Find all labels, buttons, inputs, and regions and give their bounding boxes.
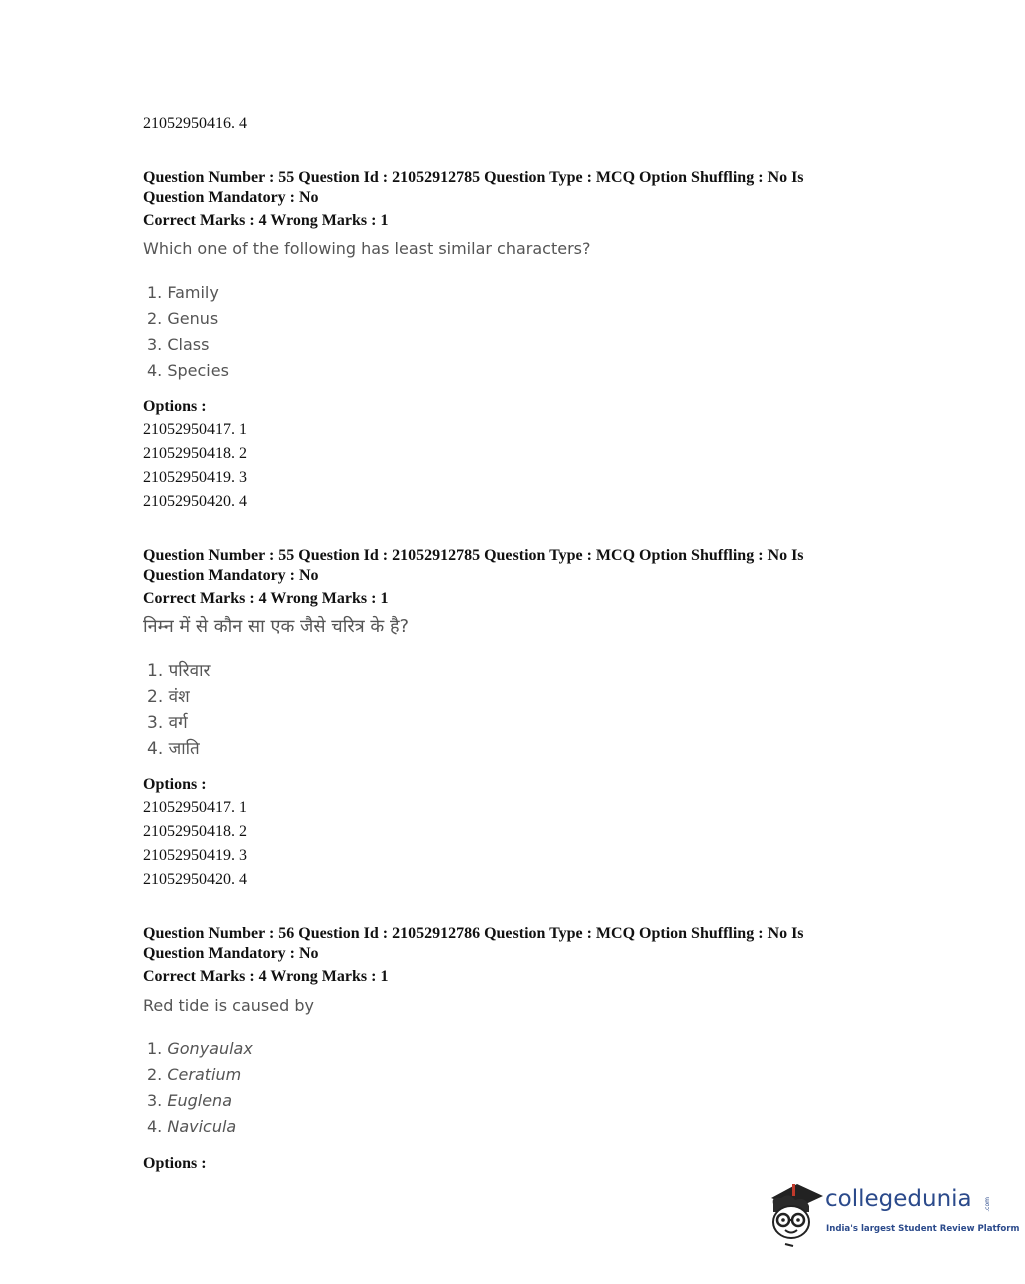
choice-number: 4. — [147, 1117, 163, 1136]
choice-item: 4. जाति — [147, 739, 200, 759]
question-mandatory: Question Mandatory : No — [143, 945, 319, 962]
choice-number: 1. — [147, 1039, 163, 1058]
question-marks: Correct Marks : 4 Wrong Marks : 1 — [143, 590, 389, 607]
choice-species: Navicula — [167, 1117, 237, 1136]
choice-item: 4. Species — [147, 361, 229, 380]
choice-item: 1. परिवार — [147, 661, 211, 681]
question-header: Question Number : 55 Question Id : 21052912785 Question Type : MCQ Option Shuffling : No Is — [143, 169, 804, 186]
option-id: 21052950419. 3 — [143, 469, 247, 486]
logo-tagline: India's largest Student Review Platform — [826, 1224, 1020, 1234]
question-header: Question Number : 55 Question Id : 21052912785 Question Type : MCQ Option Shuffling : No Is — [143, 547, 804, 564]
choice-number: 3. — [147, 1091, 163, 1110]
previous-option-line: 21052950416. 4 — [143, 115, 247, 132]
question-text: Red tide is caused by — [143, 996, 314, 1015]
option-id: 21052950418. 2 — [143, 823, 247, 840]
choice-item: 1. Family — [147, 283, 219, 302]
question-header: Question Number : 56 Question Id : 21052912786 Question Type : MCQ Option Shuffling : No Is — [143, 925, 804, 942]
option-id: 21052950419. 3 — [143, 847, 247, 864]
choice-item — [147, 1117, 236, 1136]
option-id: 21052950418. 2 — [143, 445, 247, 462]
option-id: 21052950420. 4 — [143, 493, 247, 510]
question-mandatory: Question Mandatory : No — [143, 189, 319, 206]
question-text: Which one of the following has least similar characters? — [143, 239, 591, 258]
choice-species: Euglena — [167, 1091, 232, 1110]
choice-item: 3. वर्ग — [147, 713, 188, 733]
choice-item: 3. Class — [147, 335, 210, 354]
option-id: 21052950417. 1 — [143, 421, 247, 438]
question-text: निम्न में से कौन सा एक जैसे चरित्र के है? — [143, 616, 410, 637]
options-label: Options : — [143, 1155, 207, 1172]
mascot-icon — [765, 1178, 825, 1250]
choice-item: 2. Genus — [147, 309, 219, 328]
choice-item — [147, 1065, 241, 1084]
question-marks: Correct Marks : 4 Wrong Marks : 1 — [143, 968, 389, 985]
logo-brand: collegedunia — [825, 1186, 972, 1212]
question-marks: Correct Marks : 4 Wrong Marks : 1 — [143, 212, 389, 229]
options-label: Options : — [143, 776, 207, 793]
choice-item — [147, 1039, 253, 1058]
logo-com: .com — [984, 1197, 991, 1212]
collegedunia-logo — [765, 1178, 1020, 1250]
choice-species: Gonyaulax — [167, 1039, 253, 1058]
choice-species: Ceratium — [167, 1065, 242, 1084]
question-mandatory: Question Mandatory : No — [143, 567, 319, 584]
choice-number: 2. — [147, 1065, 163, 1084]
option-id: 21052950420. 4 — [143, 871, 247, 888]
options-label: Options : — [143, 398, 207, 415]
option-id: 21052950417. 1 — [143, 799, 247, 816]
choice-item: 2. वंश — [147, 687, 190, 707]
choice-item — [147, 1091, 232, 1110]
